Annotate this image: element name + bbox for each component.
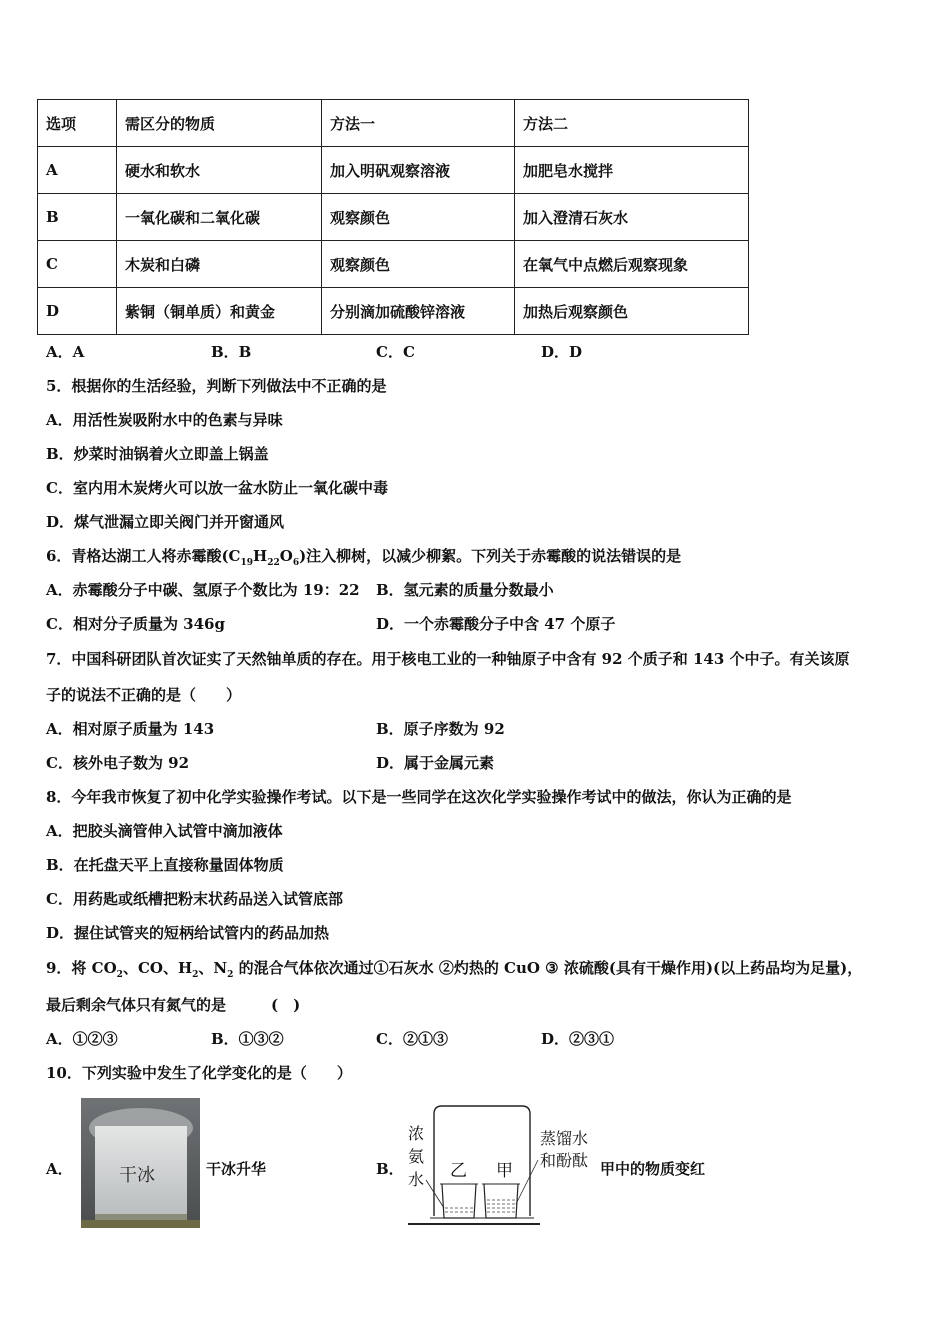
table-cell: D bbox=[38, 288, 117, 335]
table-row bbox=[38, 194, 749, 241]
q9-s4: 的混合气体依次通过①石灰水 ②灼热的 CuO ③ 浓硫酸(具有干燥作用)(以上药品均为足量)， bbox=[233, 959, 863, 977]
q8-choice-d: D．握住试管夹的短柄给试管内的药品加热 bbox=[46, 924, 330, 942]
table-cell: 硬水和软水 bbox=[117, 147, 322, 194]
q9-choice-d: D．②③① bbox=[541, 1030, 615, 1048]
ammonia-char: 氨 bbox=[408, 1147, 425, 1166]
header-cell: 需区分的物质 bbox=[117, 100, 322, 147]
table-cell: 加入澄清石灰水 bbox=[515, 194, 749, 241]
q9-s1-sub: 2 bbox=[116, 970, 123, 980]
q5-choice-a: A．用活性炭吸附水中的色素与异味 bbox=[46, 411, 283, 429]
q9-stem-line1 bbox=[46, 957, 862, 980]
q6-sub-h: 22 bbox=[267, 558, 280, 568]
q10-label-b: B． bbox=[376, 1160, 404, 1178]
q9-s3: 、N bbox=[198, 959, 228, 977]
distilled-water-line2: 和酚酞 bbox=[540, 1151, 589, 1170]
q6-choice-b: B．氢元素的质量分数最小 bbox=[376, 581, 554, 599]
q10-label-a: A． bbox=[46, 1160, 73, 1178]
q9-s1: 9．将 CO bbox=[46, 959, 117, 977]
q5-stem: 5．根据你的生活经验，判断下列做法中不正确的是 bbox=[46, 377, 387, 395]
table-cell: 加肥皂水搅拌 bbox=[515, 147, 749, 194]
table-cell: 一氧化碳和二氧化碳 bbox=[117, 194, 322, 241]
q6-stem bbox=[46, 545, 681, 568]
table-cell: 分别滴加硫酸锌溶液 bbox=[322, 288, 515, 335]
q8-choice-b: B．在托盘天平上直接称量固体物质 bbox=[46, 856, 284, 874]
q6-mid-o: O bbox=[279, 547, 293, 565]
q6-stem-b: )注入柳树，以减少柳絮。下列关于赤霉酸的说法错误的是 bbox=[299, 547, 682, 565]
q6-sub-o: 6 bbox=[292, 558, 300, 568]
distilled-water-line1: 蒸馏水 bbox=[540, 1129, 589, 1148]
table-cell: C bbox=[38, 241, 117, 288]
dry-ice-photo bbox=[81, 1098, 200, 1228]
q9-stem-line2: 最后剩余气体只有氮气的是 ( ) bbox=[46, 996, 301, 1014]
q4-choice-d: D．D bbox=[541, 343, 583, 361]
q7-choice-b: B．原子序数为 92 bbox=[376, 720, 505, 738]
table-cell: 加入明矾观察溶液 bbox=[322, 147, 515, 194]
q9-choice-b: B．①③② bbox=[211, 1030, 284, 1048]
q4-choice-b: B．B bbox=[211, 343, 252, 361]
q6-choice-a: A．赤霉酸分子中碳、氢原子个数比为 19：22 bbox=[46, 581, 360, 599]
q6-mid-h: H bbox=[253, 547, 268, 565]
q9-choice-c: C．②①③ bbox=[376, 1030, 448, 1048]
ammonia-char: 水 bbox=[408, 1170, 425, 1189]
q5-choice-c: C．室内用木炭烤火可以放一盆水防止一氧化碳中毒 bbox=[46, 479, 388, 497]
q4-choice-c: C．C bbox=[376, 343, 415, 361]
q7-choice-d: D．属于金属元素 bbox=[376, 754, 495, 772]
header-cell: 选项 bbox=[38, 100, 117, 147]
beaker-label-yi: 乙 bbox=[450, 1161, 467, 1181]
q9-s2: 、CO、H bbox=[122, 959, 193, 977]
q8-choice-c: C．用药匙或纸槽把粉末状药品送入试管底部 bbox=[46, 890, 343, 908]
table-cell: 紫铜（铜单质）和黄金 bbox=[117, 288, 322, 335]
q10-caption-a: 干冰升华 bbox=[206, 1160, 267, 1178]
table-cell: 加热后观察颜色 bbox=[515, 288, 749, 335]
q6-sub-c: 19 bbox=[240, 558, 254, 568]
table-cell: A bbox=[38, 147, 117, 194]
q9-s3-sub: 2 bbox=[227, 970, 234, 980]
table-cell: 在氧气中点燃后观察现象 bbox=[515, 241, 749, 288]
q6-choice-d: D．一个赤霉酸分子中含 47 个原子 bbox=[376, 615, 616, 633]
q7-choice-a: A．相对原子质量为 143 bbox=[46, 720, 215, 738]
ammonia-label bbox=[408, 1122, 428, 1191]
table-cell: 观察颜色 bbox=[322, 194, 515, 241]
options-table bbox=[37, 99, 749, 335]
q5-choice-d: D．煤气泄漏立即关阀门并开窗通风 bbox=[46, 513, 285, 531]
table-cell: B bbox=[38, 194, 117, 241]
table-row bbox=[38, 288, 749, 335]
q6-choice-c: C．相对分子质量为 346g bbox=[46, 615, 225, 633]
q8-stem: 8．今年我市恢复了初中化学实验操作考试。以下是一些同学在这次化学实验操作考试中的做法，你认为正确的是 bbox=[46, 788, 792, 806]
q4-choice-a: A．A bbox=[46, 343, 85, 361]
table-cell: 木炭和白磷 bbox=[117, 241, 322, 288]
header-cell: 方法一 bbox=[322, 100, 515, 147]
q7-stem-line2: 子的说法不正确的是（ ） bbox=[46, 686, 242, 704]
q10-stem: 10．下列实验中发生了化学变化的是（ ） bbox=[46, 1064, 352, 1082]
ammonia-char: 浓 bbox=[408, 1124, 425, 1143]
table-row bbox=[38, 147, 749, 194]
header-cell: 方法二 bbox=[515, 100, 749, 147]
q10-caption-b: 甲中的物质变红 bbox=[600, 1160, 706, 1178]
table-cell: 观察颜色 bbox=[322, 241, 515, 288]
ammonia-diffusion-diagram bbox=[404, 1104, 600, 1230]
q6-stem-a: 6．青格达湖工人将赤霉酸(C bbox=[46, 547, 241, 565]
beaker-label-jia: 甲 bbox=[496, 1161, 513, 1181]
q9-s2-sub: 2 bbox=[192, 970, 199, 980]
q7-choice-c: C．核外电子数为 92 bbox=[46, 754, 190, 772]
distilled-water-label bbox=[540, 1128, 588, 1172]
q9-choice-a: A．①②③ bbox=[46, 1030, 118, 1048]
q5-choice-b: B．炒菜时油锅着火立即盖上锅盖 bbox=[46, 445, 269, 463]
q7-stem-line1: 7．中国科研团队首次证实了天然铀单质的存在。用于核电工业的一种铀原子中含有 92 个质子和 143 个中子。有关该原 bbox=[46, 650, 850, 668]
q8-choice-a: A．把胶头滴管伸入试管中滴加液体 bbox=[46, 822, 283, 840]
dry-ice-label: 干冰 bbox=[119, 1165, 155, 1186]
table-row bbox=[38, 241, 749, 288]
table-header-row bbox=[38, 100, 749, 147]
